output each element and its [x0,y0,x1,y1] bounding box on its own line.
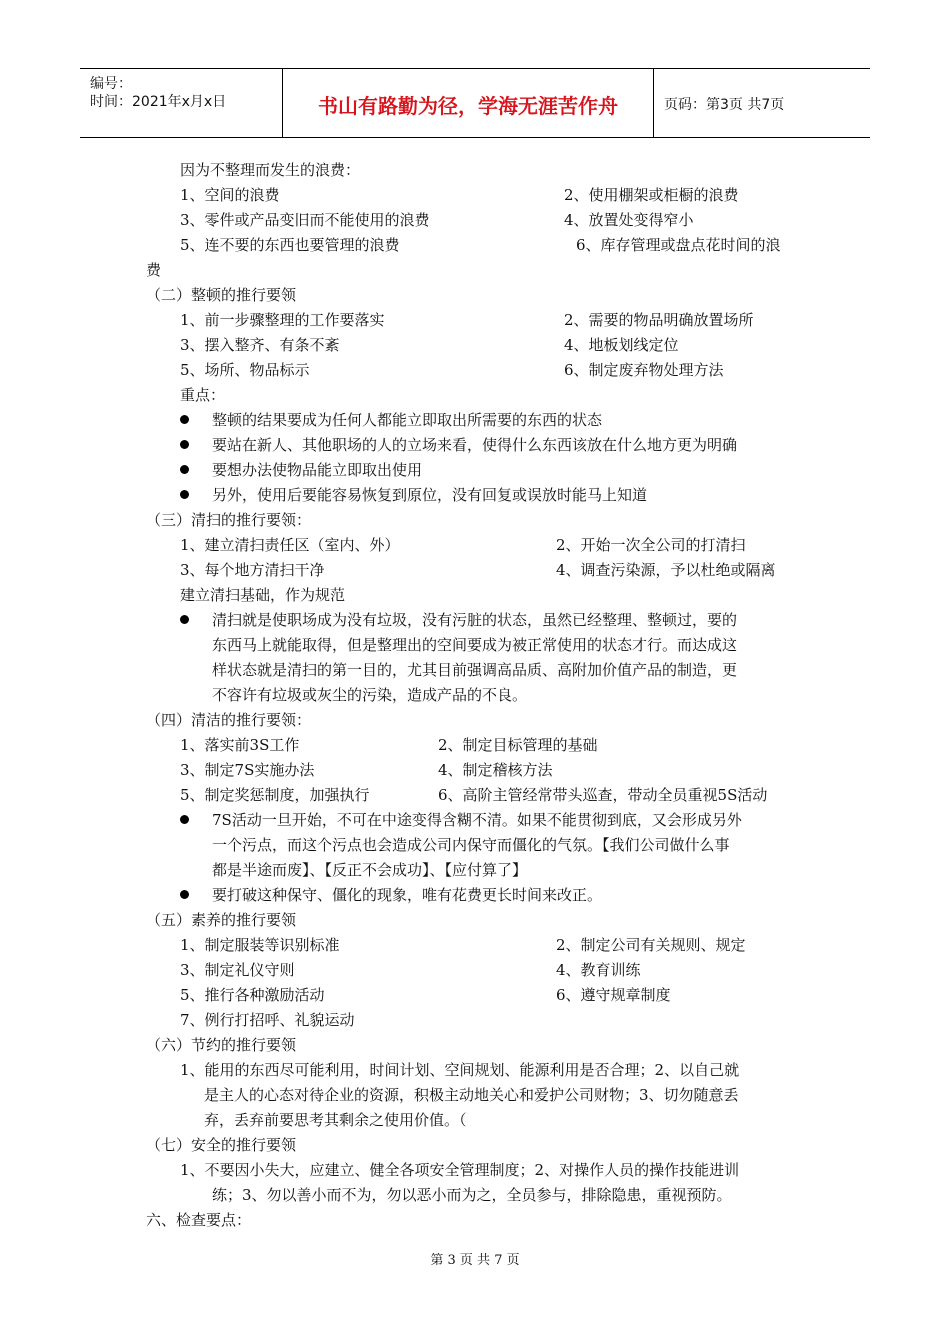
list-item: 5、制定奖惩制度，加强执行 [180,786,370,804]
list-item: 4、教育训练 [556,961,641,979]
bullet-text: 一个污点，而这个污点也会造成公司内保守而僵化的气氛。【我们公司做什么事 [212,836,730,854]
header-motto: 书山有路勤为径，学海无涯苦作舟 [318,94,618,118]
bullet-icon [180,890,189,899]
header-motto-cell [283,69,654,137]
list-item: 3、每个地方清扫干净 [180,561,325,579]
section-heading: （五）素养的推行要领 [146,911,297,929]
paragraph-line: 弃，丢弃前要思考其剩余之使用价值。（ [204,1111,467,1129]
paragraph-line: 1、能用的东西尽可能利用，时间计划、空间规划、能源利用是否合理；2、以自己就 [180,1061,740,1079]
paragraph-line: 重点： [180,386,226,404]
list-item: 6、遵守规章制度 [556,986,671,1004]
section-heading: （二）整顿的推行要领 [146,286,297,304]
paragraph-line: 1、不要因小失大，应建立、健全各项安全管理制度；2、对操作人员的操作技能进训 [180,1161,740,1179]
bullet-icon [180,440,189,449]
list-item: 3、制定礼仪守则 [180,961,295,979]
section-heading: （七）安全的推行要领 [146,1136,297,1154]
bullet-icon [180,815,189,824]
bullet-text: 7S活动一旦开始，不可在中途变得含糊不清。如果不能贯彻到底，又会形成另外 [212,811,742,829]
list-item: 6、高阶主管经常带头巡查，带动全员重视5S活动 [438,786,768,804]
list-item: 4、地板划线定位 [564,336,679,354]
list-item: 2、制定目标管理的基础 [438,736,598,754]
list-item: 3、零件或产品变旧而不能使用的浪费 [180,211,430,229]
list-item: 1、建立清扫责任区（室内、外） [180,536,400,554]
section-heading: （六）节约的推行要领 [146,1036,297,1054]
paragraph-line: 建立清扫基础，作为规范 [180,586,346,604]
bullet-text: 另外，使用后要能容易恢复到原位，没有回复或误放时能马上知道 [212,486,648,504]
list-item: 1、落实前3S工作 [180,736,300,754]
list-item: 2、需要的物品明确放置场所 [564,311,754,329]
list-item: 2、开始一次全公司的打清扫 [556,536,746,554]
paragraph-line: 费 [146,261,162,279]
page-header [80,68,870,138]
bullet-text: 要想办法使物品能立即取出使用 [212,461,423,479]
section-heading: 六、检查要点： [146,1211,252,1229]
list-item: 4、调查污染源，予以杜绝或隔离 [556,561,776,579]
bullet-text: 清扫就是使职场成为没有垃圾，没有污脏的状态，虽然已经整理、整顿过，要的 [212,611,738,629]
list-item: 2、使用棚架或柜橱的浪费 [564,186,739,204]
list-item: 5、连不要的东西也要管理的浪费 [180,236,400,254]
list-item: 2、制定公司有关规则、规定 [556,936,746,954]
bullet-icon [180,615,189,624]
bullet-icon [180,465,189,474]
bullet-text: 整顿的结果要成为任何人都能立即取出所需要的东西的状态 [212,411,603,429]
paragraph-line: 是主人的心态对待企业的资源，积极主动地关心和爱护公司财物；3、切勿随意丢 [204,1086,739,1104]
list-item: 1、前一步骤整理的工作要落实 [180,311,385,329]
paragraph-line: 因为不整理而发生的浪费： [180,161,361,179]
list-item: 5、场所、物品标示 [180,361,310,379]
list-item: 1、制定服装等识别标准 [180,936,340,954]
list-item: 3、制定7S实施办法 [180,761,315,779]
header-page-cell [654,69,870,137]
document-number-label: 编号： [90,76,132,92]
bullet-text: 都是半途而废】、【反正不会成功】、【应付算了】 [212,861,528,879]
bullet-text: 要打破这种保守、僵化的现象，唯有花费更长时间来改正。 [212,886,603,904]
list-item: 1、空间的浪费 [180,186,280,204]
list-item: 6、制定废弃物处理方法 [564,361,724,379]
list-item: 7、例行打招呼、礼貌运动 [180,1011,355,1029]
section-heading: （三）清扫的推行要领： [146,511,312,529]
list-item: 4、放置处变得窄小 [564,211,694,229]
bullet-text: 东西马上就能取得，但是整理出的空间要成为被正常使用的状态才行。而达成这 [212,636,738,654]
list-item: 5、推行各种激励活动 [180,986,325,1004]
bullet-icon [180,490,189,499]
bullet-text: 要站在新人、其他职场的人的立场来看，使得什么东西该放在什么地方更为明确 [212,436,738,454]
header-page-info: 页码：第3页 共7页 [664,97,785,113]
list-item: 4、制定稽核方法 [438,761,553,779]
header-meta-cell [80,69,283,137]
bullet-text: 不容许有垃圾或灰尘的污染，造成产品的不良。 [212,686,528,704]
list-item: 3、摆入整齐、有条不紊 [180,336,340,354]
bullet-icon [180,415,189,424]
document-date-label: 时间：2021年x月x日 [90,94,227,110]
bullet-text: 样状态就是清扫的第一目的，尤其目前强调高品质、高附加价值产品的制造，更 [212,661,738,679]
paragraph-line: 练；3、勿以善小而不为，勿以恶小而为之，全员参与，排除隐患，重视预防。 [212,1186,732,1204]
page-footer: 第 3 页 共 7 页 [430,1253,520,1268]
section-heading: （四）清洁的推行要领： [146,711,312,729]
list-item: 6、库存管理或盘点花时间的浪 [576,236,781,254]
